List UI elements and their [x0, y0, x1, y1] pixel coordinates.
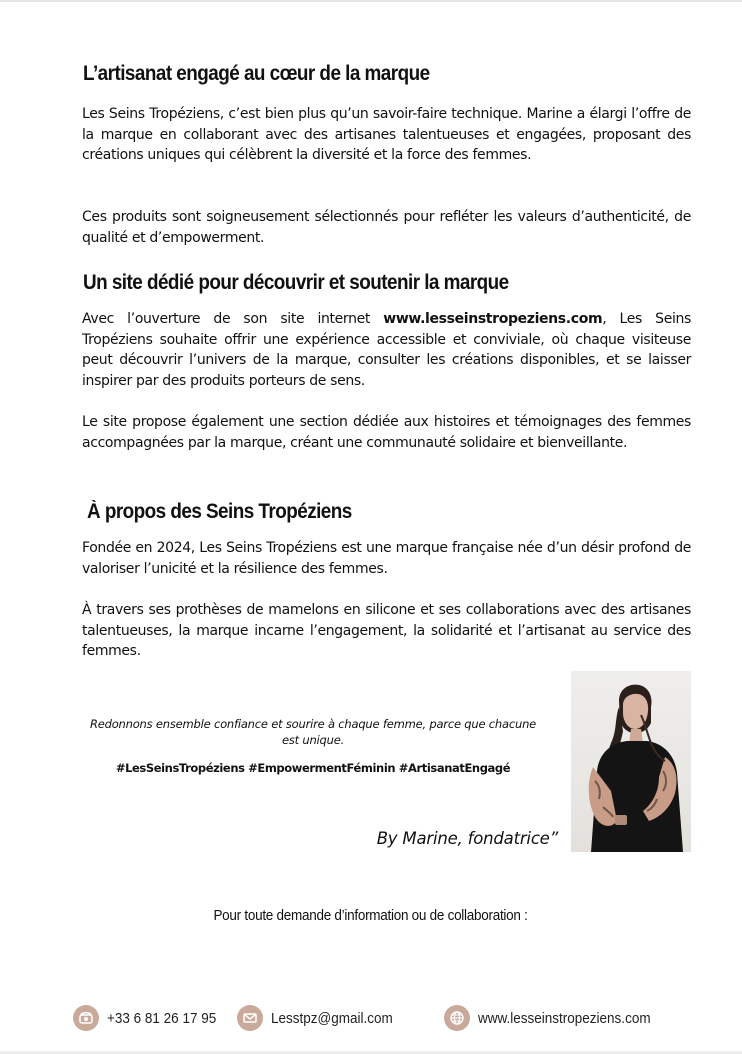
phone-number: +33 6 81 26 17 95	[107, 1009, 217, 1027]
contact-intro	[0, 907, 742, 924]
heading-a-propos: À propos des Seins Tropéziens	[87, 500, 352, 523]
top-border	[0, 0, 742, 2]
contact-website[interactable]	[444, 1005, 670, 1031]
email-address: Lesstpz@gmail.com	[271, 1009, 393, 1027]
signature: By Marine, fondatrice”	[376, 829, 558, 848]
contact-phone[interactable]	[73, 1005, 228, 1031]
website-link-inline[interactable]: www.lesseinstropeziens.com	[383, 311, 603, 327]
paragraph-fondee: Fondée en 2024, Les Seins Tropéziens est une marque française née d’un désir profond de valoriser l’unicité et la résilience des femmes.	[82, 540, 691, 577]
paragraph-site-after: , Les Seins Tropéziens souhaite offrir une expérience accessible et conviviale, où chaque visiteuse peut découvrir l’univers de la marque, consulter les créations disponibles, et se laisser inspirer par des produits porteurs de sens.	[82, 311, 691, 389]
globe-icon	[444, 1005, 470, 1031]
paragraph-site-temoignages: Le site propose également une section dédiée aux histoires et témoignages des femmes accompagnées par la marque, créant une communauté solidaire et bienveillante.	[82, 414, 691, 451]
quote-text: Redonnons ensemble confiance et sourire à chaque femme, parce que chacune est unique.	[89, 717, 537, 747]
paragraph-protheses: À travers ses prothèses de mamelons en silicone et ses collaborations avec des artisanes talentueuses, la marque incarne l’engagement, la solidarité et l’artisanat au service des femmes.	[82, 602, 691, 659]
hashtags: #LesSeinsTropéziens #EmpowermentFéminin #ArtisanatEngagé	[115, 761, 511, 775]
paragraph-site-before: Avec l’ouverture de son site internet	[82, 311, 384, 327]
heading-site: Un site dédié pour découvrir et soutenir la marque	[83, 271, 509, 294]
contact-intro-text: Pour toute demande d’information ou de collaboration :	[213, 907, 529, 924]
mail-icon	[237, 1005, 263, 1031]
paragraph-site-ouverture	[82, 309, 691, 391]
founder-photo	[571, 671, 691, 852]
contact-email[interactable]	[237, 1005, 406, 1031]
heading-artisanat: L’artisanat engagé au cœur de la marque	[83, 62, 430, 85]
paragraph-savoir-faire: Les Seins Tropéziens, c’est bien plus qu’un savoir-faire technique. Marine a élargi l’offre de la marque en collaborant avec des artisanes talentueuses et engagées, proposant des créations uniques qui célèbrent la diversité et la force des femmes.	[82, 106, 691, 163]
website-address: www.lesseinstropeziens.com	[478, 1009, 651, 1027]
phone-icon	[73, 1005, 99, 1031]
paragraph-produits: Ces produits sont soigneusement sélectionnés pour refléter les valeurs d’authenticité, de qualité et d’empowerment.	[82, 209, 691, 246]
